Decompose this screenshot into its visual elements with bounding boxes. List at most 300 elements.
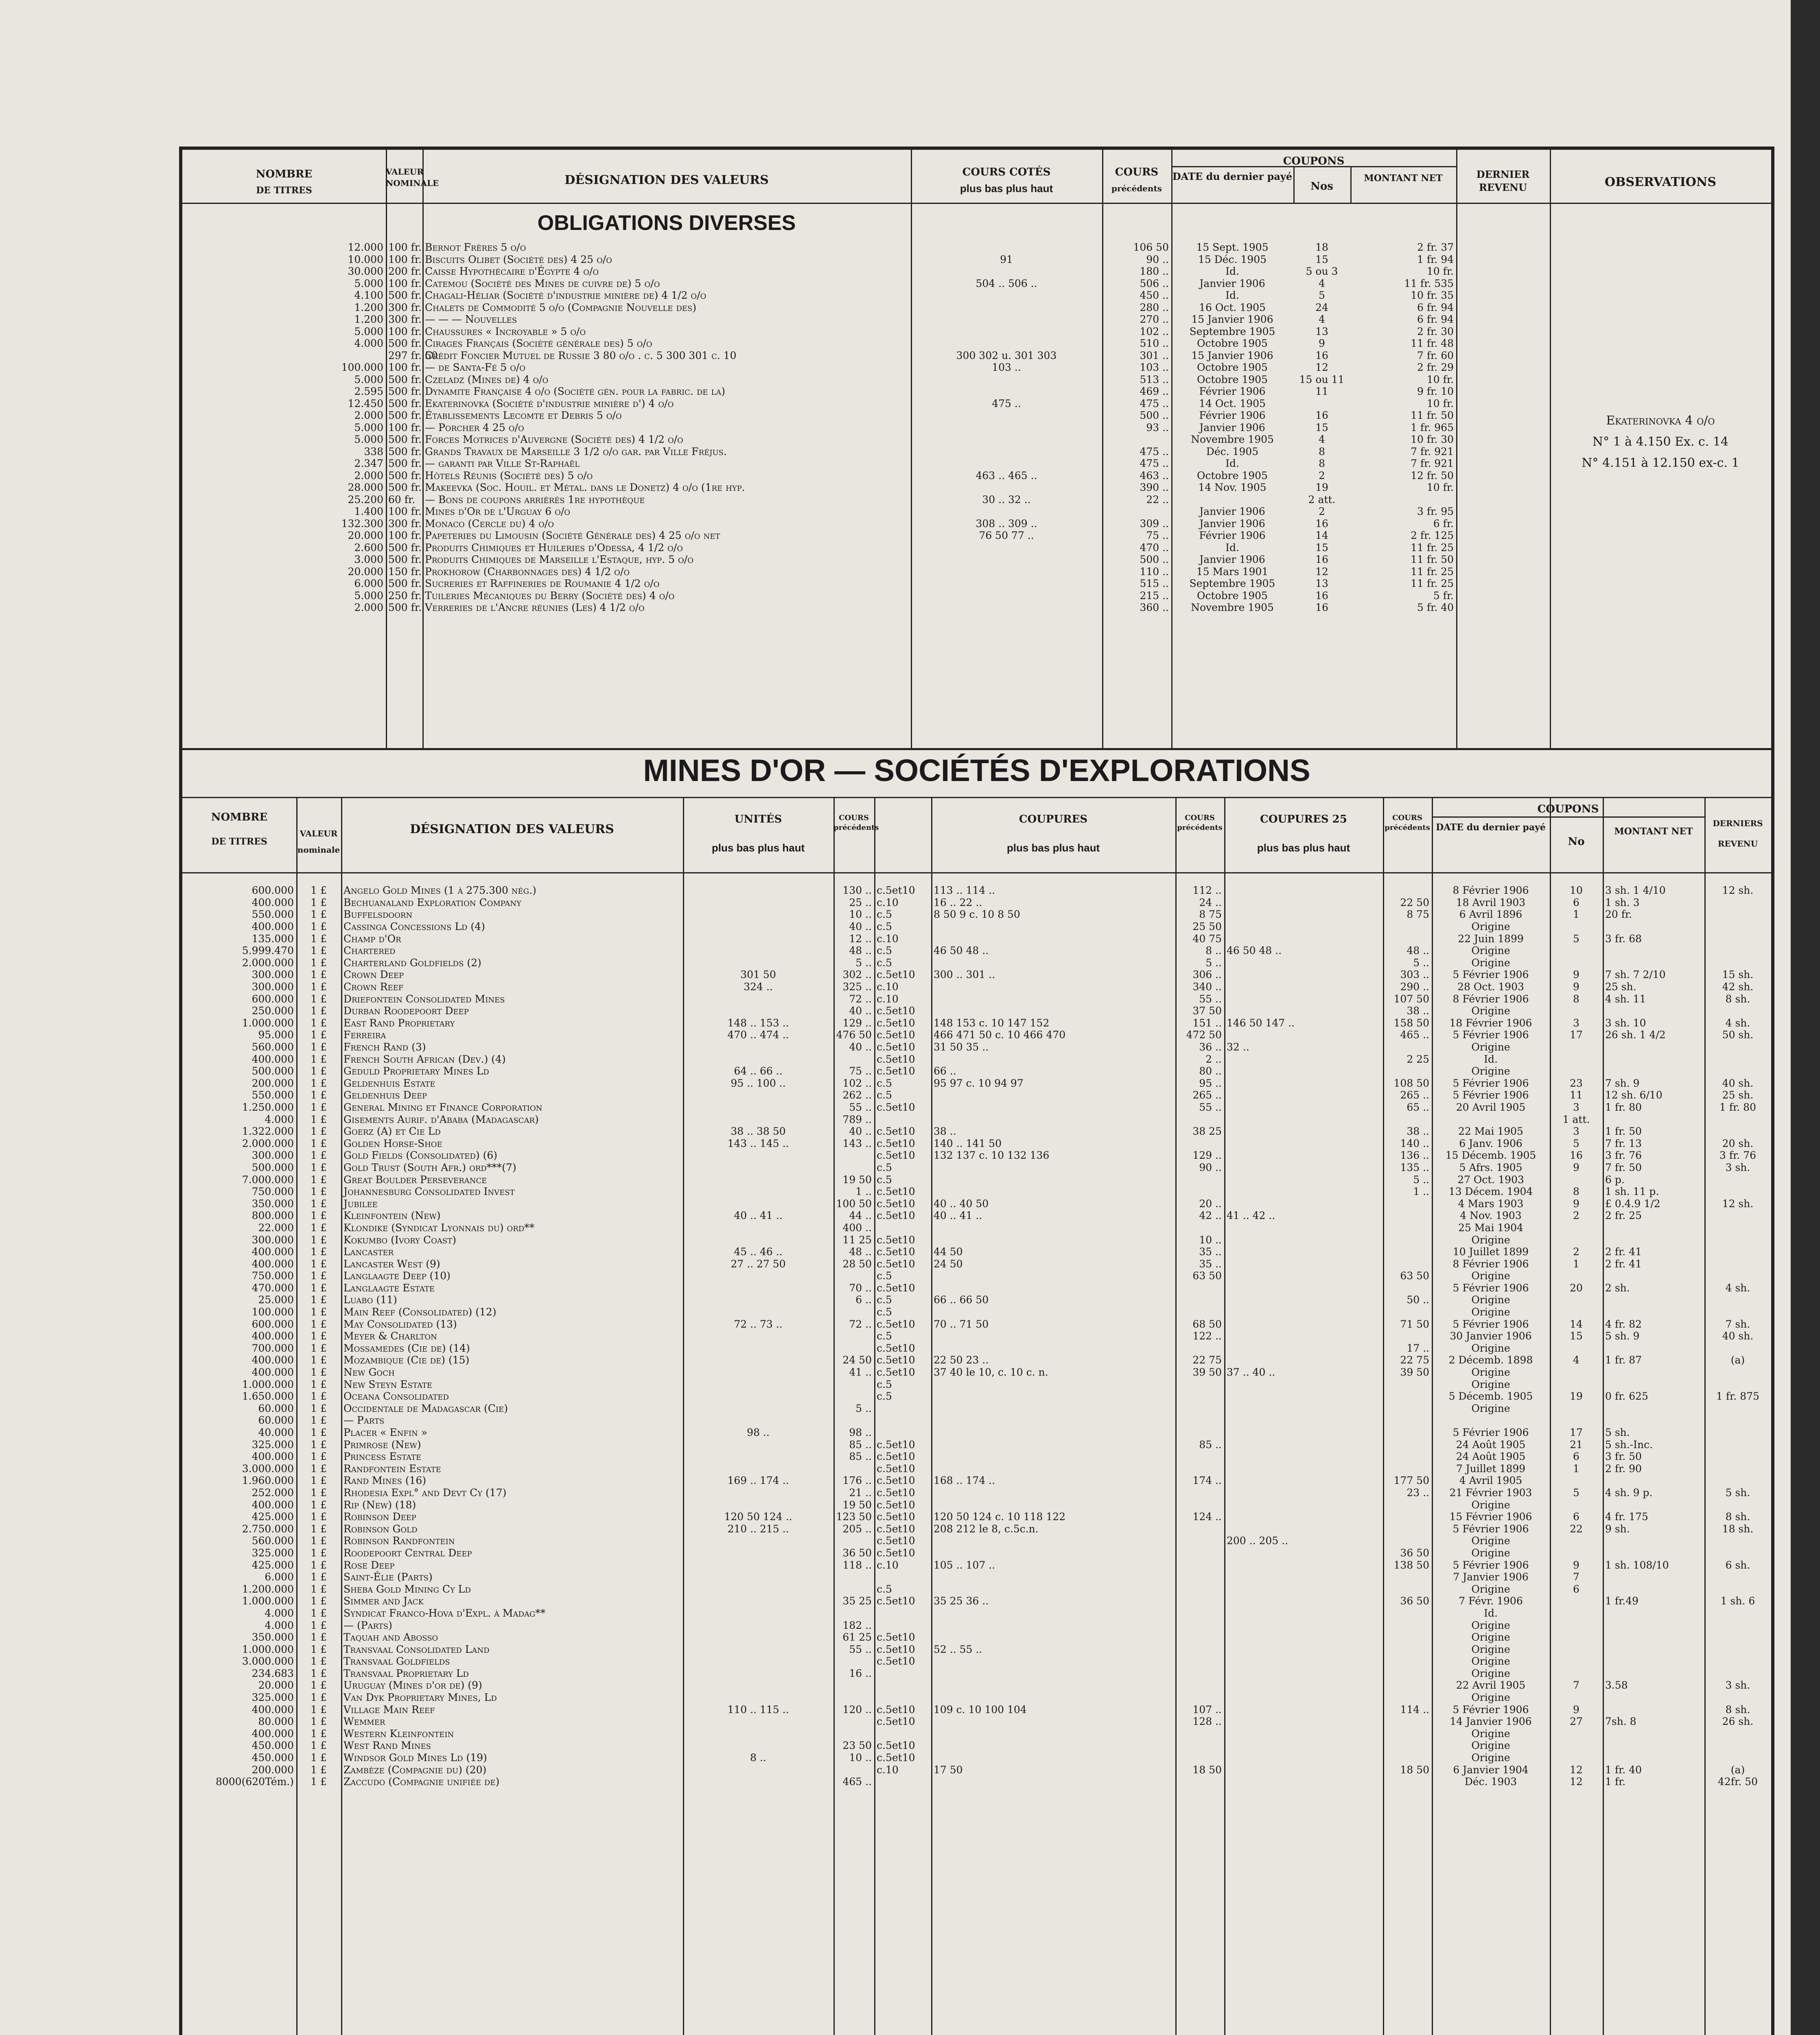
- coupon-no-cell: [1550, 1619, 1603, 1631]
- coupures25-cell: [1224, 1438, 1383, 1451]
- coupon-no-cell: 10: [1570, 884, 1583, 897]
- valeur-cell: 1 £: [311, 1077, 327, 1089]
- nombre-cell: 7.000.000: [242, 1173, 294, 1186]
- cours3-cell: [1383, 921, 1432, 933]
- valeur-cell: 1 £: [311, 1270, 327, 1282]
- coupures25-cell: [1224, 1463, 1383, 1475]
- coupon-no-cell: [1550, 1607, 1603, 1619]
- montant-cell: [1603, 1222, 1704, 1234]
- cours2-cell: [1175, 1583, 1224, 1595]
- coupures-cell: [931, 1451, 1175, 1463]
- cours-cell: [833, 1764, 874, 1776]
- nombre-cell: 600.000: [252, 1318, 294, 1330]
- designation-cell: — Bons de coupons arriérés 1re hypothèque: [425, 493, 645, 505]
- date-cell: Origine: [1471, 1294, 1510, 1306]
- table-row: [182, 1282, 1771, 1294]
- valeur-cell: 500 fr.: [388, 602, 422, 614]
- cours3-cell: [1383, 1427, 1432, 1439]
- cours2-cell: [1175, 1222, 1224, 1234]
- montant-cell: [1603, 1571, 1704, 1583]
- cours-cell: 36 50: [842, 1547, 872, 1559]
- cours2-cell: [1175, 1679, 1224, 1691]
- nombre-cell: 325.000: [252, 1547, 294, 1559]
- date-cell: 18 Février 1906: [1449, 1017, 1532, 1029]
- montant-cell: 2 fr. 41: [1605, 1246, 1642, 1258]
- coupures25-cell: [1224, 932, 1383, 945]
- cours-cell: 35 25: [842, 1595, 872, 1607]
- revenu-cell: (a): [1730, 1764, 1745, 1776]
- cours3-cell: [1383, 1691, 1432, 1704]
- coupures-cell: 40 .. 41 ..: [934, 1210, 982, 1222]
- coupon-no-cell: 24: [1315, 301, 1328, 313]
- valeur-cell: 200 fr.: [388, 265, 422, 278]
- cours2-cell: 90 ..: [1199, 1161, 1222, 1173]
- coupon-no-cell: 13: [1315, 325, 1328, 337]
- designation-cell: Biscuits Olibet (Société des) 4 25 o/o: [425, 253, 612, 265]
- coupon-no-cell: 8: [1319, 457, 1325, 470]
- revenu-cell: [1704, 1270, 1771, 1282]
- col-no-header: Nos: [1310, 180, 1333, 193]
- designation-cell: Rip (New) (18): [343, 1499, 416, 1511]
- designation-cell: Czeladz (Mines de) 4 o/o: [425, 373, 549, 385]
- valeur-cell: 1 £: [311, 1294, 327, 1306]
- designation-cell: Ekaterinovka (Société d'industrie minière d') 4 o/o: [425, 397, 674, 409]
- coupure-type-cell: c.10: [877, 896, 899, 908]
- date-cell: 4 Nov. 1903: [1460, 1210, 1522, 1222]
- revenu-cell: [1704, 1294, 1771, 1306]
- montant-cell: 10 fr.: [1426, 373, 1454, 385]
- unites-cell: [683, 932, 833, 945]
- nombre-cell: 12.000: [348, 241, 383, 254]
- coupures25-cell: [1224, 1318, 1383, 1330]
- unites-cell: [683, 1378, 833, 1390]
- montant-cell: 11 fr. 48: [1411, 337, 1454, 350]
- table-row: [182, 1222, 1771, 1234]
- valeur-cell: 500 fr.: [388, 373, 422, 385]
- coupures25-cell: [1224, 1499, 1383, 1511]
- date-cell: 5 Février 1906: [1452, 1282, 1529, 1294]
- coupure-type-cell: c.5et10: [877, 1475, 915, 1487]
- coupures-cell: [931, 1403, 1175, 1415]
- cours-cell: 48 ..: [849, 1246, 872, 1258]
- coupure-type-cell: c.5et10: [877, 1101, 915, 1113]
- montant-cell: 1 fr. 40: [1605, 1764, 1642, 1776]
- nombre-cell: 400.000: [252, 1354, 294, 1366]
- table-row: [182, 1029, 1771, 1041]
- cours3-cell: 265 ..: [1400, 1089, 1429, 1101]
- coupures25-cell: [1224, 1222, 1383, 1234]
- date-cell: 13 Décem. 1904: [1448, 1186, 1533, 1198]
- revenu-cell: 8 sh.: [1725, 1511, 1750, 1523]
- coupon-no-cell: [1550, 1728, 1603, 1740]
- designation-cell: Lancaster West (9): [343, 1258, 440, 1270]
- coupure-type-cell: c.5et10: [877, 1752, 915, 1764]
- revenu-cell: [1704, 1728, 1771, 1740]
- coupon-no-cell: 20: [1570, 1282, 1583, 1294]
- cours-cell: 23 50: [842, 1740, 872, 1752]
- table-row: [182, 578, 1456, 590]
- nombre-cell: 5.000: [354, 277, 383, 289]
- nombre-cell: 60.000: [258, 1402, 294, 1414]
- date-cell: Origine: [1471, 1667, 1510, 1679]
- coupure-type-cell: c.5et10: [877, 1029, 915, 1041]
- coupures-cell: 148 153 c. 10 147 152: [934, 1017, 1050, 1029]
- cours-precedents-cell: 500 ..: [1140, 554, 1169, 566]
- cours-precedents-cell: 215 ..: [1140, 589, 1169, 602]
- coupon-no-cell: 14: [1315, 530, 1328, 542]
- valeur-cell: 1 £: [311, 1378, 327, 1390]
- cours2-cell: 24 ..: [1199, 896, 1222, 908]
- cours-cell: 25 ..: [849, 896, 872, 908]
- cours-cell: 129 ..: [842, 1017, 872, 1029]
- table-row: [182, 265, 1456, 278]
- montant-cell: 1 fr. 80: [1605, 1101, 1642, 1113]
- unites-cell: [683, 1619, 833, 1631]
- cours-cell: 100 50: [836, 1197, 872, 1210]
- unites-cell: [683, 1101, 833, 1114]
- cours3-cell: [1383, 1679, 1432, 1691]
- cours-cell: 75 ..: [849, 1065, 872, 1077]
- table-row: [182, 932, 1771, 945]
- coupure-type-cell: c.5et10: [877, 1655, 915, 1667]
- montant-cell: 3.58: [1605, 1679, 1628, 1691]
- coupures-cell: [931, 981, 1175, 993]
- unites-cell: [683, 1149, 833, 1162]
- coupures25-cell: [1224, 1197, 1383, 1210]
- montant-cell: 12 sh. 6/10: [1605, 1089, 1662, 1101]
- cours-cell: [833, 1679, 874, 1691]
- nombre-cell: 95.000: [258, 1029, 294, 1041]
- coupures25-cell: [1224, 908, 1383, 921]
- valeur-cell: 1 £: [311, 1776, 327, 1788]
- unites-cell: [683, 1438, 833, 1451]
- designation-cell: Van Dyk Proprietary Mines, Ld: [343, 1691, 497, 1704]
- designation-cell: Kleinfontein (New): [343, 1210, 441, 1222]
- designation-cell: Cirages Français (Société générale des) 5 o/o: [425, 337, 652, 350]
- cours2-cell: [1175, 1535, 1224, 1547]
- coupures25-cell: [1224, 1595, 1383, 1607]
- coupures25-cell: [1224, 1487, 1383, 1499]
- coupon-no-cell: 7: [1573, 1679, 1579, 1691]
- unites-cell: 8 ..: [750, 1752, 766, 1764]
- nombre-cell: 20.000: [258, 1679, 294, 1691]
- designation-cell: Saint-Élie (Parts): [343, 1571, 433, 1583]
- coupures-cell: 105 .. 107 ..: [934, 1559, 995, 1571]
- date-cell: Origine: [1471, 1065, 1510, 1077]
- valeur-cell: 500 fr.: [388, 554, 422, 566]
- cours-cell: [833, 1330, 874, 1342]
- designation-cell: Crown Reef: [343, 981, 404, 993]
- coupon-no-cell: [1550, 1499, 1603, 1511]
- cours2-cell: [1175, 1619, 1224, 1631]
- coupures25-cell: 200 .. 205 ..: [1227, 1535, 1288, 1547]
- designation-cell: Luabo (11): [343, 1294, 397, 1306]
- cours-precedents-cell: 475 ..: [1140, 445, 1169, 457]
- table-row: [182, 1017, 1771, 1029]
- coupon-no-cell: 9: [1573, 969, 1579, 981]
- designation-cell: Makeevka (Soc. Houil. et Métal. dans le Donetz) 4 o/o (1re hyp.: [425, 481, 745, 494]
- date-cell: 22 Avril 1905: [1456, 1679, 1526, 1691]
- montant-cell: [1603, 1740, 1704, 1752]
- montant-cell: [1603, 1752, 1704, 1764]
- table-row: [182, 446, 1456, 458]
- designation-cell: Chartered: [343, 945, 396, 957]
- valeur-cell: 1 £: [311, 1318, 327, 1330]
- table-row: [182, 1246, 1771, 1258]
- valeur-cell: 1 £: [311, 1390, 327, 1403]
- valeur-cell: 1 £: [311, 1173, 327, 1186]
- table-row: [182, 1077, 1771, 1090]
- coupon-no-cell: [1550, 1655, 1603, 1667]
- nombre-cell: 750.000: [252, 1270, 294, 1282]
- cours-cotes-cell: 103 ..: [992, 361, 1021, 374]
- cours3-cell: [1383, 1535, 1432, 1547]
- cours-cell: 302 ..: [842, 969, 872, 981]
- unites-cell: 301 50: [740, 969, 776, 981]
- cours2-cell: [1175, 1571, 1224, 1583]
- valeur-cell: 1 £: [311, 1667, 327, 1679]
- table-row: [182, 993, 1771, 1005]
- cours-cell: 102 ..: [842, 1077, 872, 1089]
- unites-cell: [683, 1535, 833, 1547]
- table-row: [182, 1679, 1771, 1691]
- montant-cell: 12 fr. 50: [1411, 469, 1454, 481]
- date-cell: 7 Févr. 1906: [1459, 1595, 1523, 1607]
- nombre-cell: 1.000.000: [242, 1017, 294, 1029]
- date-cell: Déc. 1905: [1206, 445, 1259, 457]
- montant-cell: 2 fr. 90: [1605, 1462, 1642, 1475]
- nombre-cell: 3.000.000: [242, 1655, 294, 1667]
- cours2-cell: [1175, 1403, 1224, 1415]
- nombre-cell: 338: [364, 445, 383, 457]
- coupon-no-cell: 17: [1570, 1029, 1583, 1041]
- nombre-cell: 325.000: [252, 1438, 294, 1451]
- valeur-cell: 150 fr.: [388, 565, 422, 578]
- date-cell: 6 Avril 1896: [1459, 908, 1522, 921]
- nombre-cell: 300.000: [252, 1149, 294, 1162]
- coupure-type-cell: c.5: [877, 1583, 892, 1595]
- cours-precedents-cell: 93 ..: [1146, 421, 1169, 433]
- coupon-no-cell: 3: [1573, 1017, 1579, 1029]
- unites-cell: [683, 1306, 833, 1318]
- cours3-cell: [1383, 1752, 1432, 1764]
- montant-cell: 7 sh. 7 2/10: [1605, 969, 1666, 981]
- coupon-no-cell: 6: [1573, 896, 1579, 908]
- coupures25-cell: [1224, 1113, 1383, 1125]
- revenu-cell: 26 sh.: [1722, 1716, 1754, 1728]
- cours2-cell: [1175, 1487, 1224, 1499]
- revenu-cell: [1704, 1125, 1771, 1138]
- designation-cell: Forces Motrices d'Auvergne (Société des) 4 1/2 o/o: [425, 433, 683, 446]
- coupures-cell: 8 50 9 c. 10 8 50: [934, 908, 1020, 921]
- coupures25-cell: [1224, 1643, 1383, 1655]
- cours2-cell: [1175, 1667, 1224, 1680]
- cours-cotes-cell: 504 .. 506 ..: [976, 277, 1037, 289]
- table-row: [182, 505, 1456, 518]
- cours-precedents-cell: 510 ..: [1140, 337, 1169, 350]
- cours-precedents-cell: 180 ..: [1140, 265, 1169, 278]
- designation-cell: Dynamite Française 4 o/o (Société gén. pour la fabric. de la): [425, 385, 726, 398]
- table-row: [182, 1643, 1771, 1655]
- montant-cell: 5 fr. 40: [1417, 602, 1454, 614]
- cours-cotes-cell: [911, 337, 1102, 350]
- cours2-cell: [1175, 1752, 1224, 1764]
- nombre-cell: 450.000: [252, 1752, 294, 1764]
- coupon-no-cell: [1550, 1342, 1603, 1354]
- unites-cell: [683, 1186, 833, 1198]
- coupures-cell: [931, 1234, 1175, 1246]
- revenu-cell: 3 sh.: [1725, 1161, 1750, 1173]
- coupon-no-cell: [1550, 1631, 1603, 1643]
- cours2-cell: 472 50: [1186, 1029, 1222, 1041]
- table-row: [182, 1595, 1771, 1607]
- cours2-cell: [1175, 1378, 1224, 1390]
- designation-cell: Geldenhuis Deep: [343, 1089, 427, 1101]
- cours-cell: 48 ..: [849, 945, 872, 957]
- montant-cell: [1603, 1378, 1704, 1390]
- table-row: [182, 518, 1456, 530]
- coupure-type-cell: c.5et10: [877, 1631, 915, 1643]
- coupures25-cell: [1224, 1330, 1383, 1342]
- coupures-cell: 168 .. 174 ..: [934, 1475, 995, 1487]
- unites-cell: 40 .. 41 ..: [734, 1210, 783, 1222]
- cours3-cell: 22 50: [1400, 896, 1429, 908]
- coupon-no-cell: 2: [1573, 1210, 1579, 1222]
- coupon-no-cell: 12: [1315, 565, 1328, 578]
- coupon-no-cell: 9: [1573, 1703, 1579, 1716]
- cours-precedents-cell: 390 ..: [1140, 481, 1169, 494]
- unites-cell: [683, 1390, 833, 1403]
- cours3-cell: [1383, 1234, 1432, 1246]
- coupures25-cell: [1224, 1427, 1383, 1439]
- valeur-cell: 1 £: [311, 945, 327, 957]
- valeur-cell: 500 fr.: [388, 469, 422, 481]
- table-row: [182, 1342, 1771, 1354]
- coupures-cell: [931, 1222, 1175, 1234]
- coupures25-cell: [1224, 1667, 1383, 1680]
- coupon-no-cell: 15 ou 11: [1299, 373, 1345, 385]
- valeur-cell: 1 £: [311, 981, 327, 993]
- cours-precedents-cell: 506 ..: [1140, 277, 1169, 289]
- coupon-no-cell: 12: [1570, 1764, 1583, 1776]
- designation-cell: Produits Chimiques et Huileries d'Odessa, 4 1/2 o/o: [425, 541, 683, 554]
- nombre-cell: 5.000: [354, 433, 383, 446]
- unites-cell: [683, 1354, 833, 1366]
- coupon-no-cell: 8: [1319, 445, 1325, 457]
- date-cell: 10 Juillet 1899: [1452, 1246, 1529, 1258]
- montant-cell: 7 fr. 13: [1605, 1137, 1642, 1149]
- date-cell: Novembre 1905: [1191, 433, 1274, 446]
- designation-cell: Bechuanaland Exploration Company: [343, 896, 521, 908]
- date-cell: 21 Février 1903: [1449, 1486, 1532, 1499]
- montant-cell: 10 fr. 35: [1411, 289, 1454, 302]
- montant-cell: [1603, 1414, 1704, 1427]
- nombre-cell: 4.100: [354, 289, 383, 302]
- coupures25-cell: [1224, 1655, 1383, 1667]
- cours-cell: [833, 1691, 874, 1704]
- coupon-no-cell: 6: [1573, 1511, 1579, 1523]
- cours2-cell: 68 50: [1192, 1318, 1222, 1330]
- cours-cotes-cell: [911, 409, 1102, 422]
- cours-precedents-cell: [1102, 505, 1171, 518]
- cours2-cell: 85 ..: [1199, 1438, 1222, 1451]
- coupures-cell: [931, 1655, 1175, 1667]
- valeur-cell: 1 £: [311, 1740, 327, 1752]
- valeur-cell: 1 £: [311, 1691, 327, 1704]
- montant-cell: 6 fr. 94: [1417, 301, 1454, 313]
- cours-cotes-cell: [911, 241, 1102, 254]
- date-cell: 5 Février 1906: [1452, 1559, 1529, 1571]
- designation-cell: French Rand (3): [343, 1041, 426, 1053]
- valeur-cell: 1 £: [311, 1559, 327, 1571]
- coupures-cell: 140 .. 141 50: [934, 1137, 1002, 1149]
- revenu-cell: 42 sh.: [1722, 981, 1754, 993]
- unites-cell: [683, 1162, 833, 1174]
- coupon-no-cell: 6: [1573, 1451, 1579, 1463]
- table-row: [182, 374, 1456, 386]
- coupure-type-cell: c.5et10: [877, 1234, 915, 1246]
- montant-cell: 11 fr. 25: [1411, 565, 1454, 578]
- table-row: [182, 1583, 1771, 1595]
- montant-cell: 2 fr. 25: [1605, 1210, 1642, 1222]
- coupure-type-cell: c.5et10: [877, 1210, 915, 1222]
- nombre-cell: 252.000: [252, 1486, 294, 1499]
- valeur-cell: 1 £: [311, 956, 327, 969]
- table-row: [182, 1619, 1771, 1631]
- coupure-type-cell: c.5et10: [877, 1246, 915, 1258]
- cours2-cell: 18 50: [1192, 1764, 1222, 1776]
- coupures25-cell: [1224, 1403, 1383, 1415]
- valeur-cell: 100 fr.: [388, 253, 422, 265]
- valeur-cell: 100 fr.: [388, 505, 422, 518]
- cours2-cell: 42 ..: [1199, 1210, 1222, 1222]
- coupures25-cell: [1224, 1703, 1383, 1716]
- cours-precedents-cell: 22 ..: [1146, 493, 1169, 505]
- designation-cell: — Parts: [343, 1414, 385, 1427]
- revenu-cell: 4 sh.: [1725, 1282, 1750, 1294]
- coupon-no-cell: 5: [1573, 1486, 1579, 1499]
- col-cours-prec-header: COURS précédents: [1111, 166, 1162, 193]
- table-row: [182, 278, 1456, 290]
- designation-cell: Syndicat Franco-Hova d'Expl. à Madag**: [343, 1607, 546, 1619]
- unites-cell: [683, 1764, 833, 1776]
- cours-cotes-cell: [911, 602, 1102, 614]
- cours2-cell: 340 ..: [1192, 981, 1222, 993]
- coupures25-cell: [1224, 1354, 1383, 1366]
- col-designation-header: DÉSIGNATION DES VALEURS: [564, 173, 769, 187]
- cours3-cell: 50 ..: [1407, 1294, 1429, 1306]
- table-row: [182, 1499, 1771, 1511]
- montant-cell: [1603, 1475, 1704, 1487]
- cours3-cell: 158 50: [1393, 1017, 1429, 1029]
- coupon-no-cell: 1: [1573, 908, 1579, 921]
- cours2-cell: [1175, 1643, 1224, 1655]
- coupure-type-cell: c.5et10: [877, 1186, 915, 1198]
- cours2-cell: 80 ..: [1199, 1065, 1222, 1077]
- valeur-cell: 1 £: [311, 1137, 327, 1149]
- coupure-type-cell: c.5et10: [877, 1643, 915, 1655]
- cours-cotes-cell: [911, 542, 1102, 554]
- table-row: [182, 1041, 1771, 1053]
- coupures25-cell: [1224, 1234, 1383, 1246]
- cours-precedents-cell: 463 ..: [1140, 469, 1169, 481]
- designation-cell: Gisements Aurif. d'Ababa (Madagascar): [343, 1113, 539, 1125]
- cours-precedents-cell: 103 ..: [1140, 361, 1169, 374]
- cours2-cell: 129 ..: [1192, 1149, 1222, 1162]
- coupure-type-cell: c.10: [877, 1559, 899, 1571]
- montant-cell: [1603, 1403, 1704, 1415]
- coupon-no-cell: [1550, 1222, 1603, 1234]
